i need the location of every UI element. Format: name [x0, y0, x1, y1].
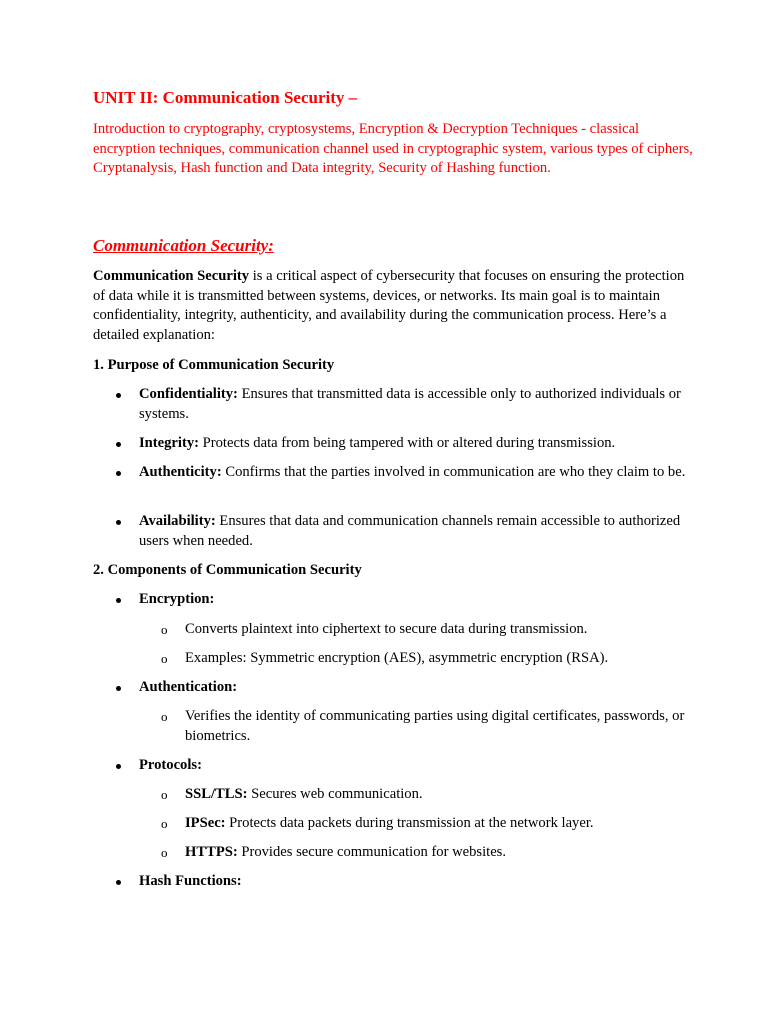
purpose-heading: 1. Purpose of Communication Security	[93, 357, 335, 373]
bullet-hash-functions	[139, 872, 699, 892]
sub-item-ipsec	[161, 814, 685, 834]
section-title: Communication Security:	[93, 236, 274, 255]
intro-text: is a critical aspect of cybersecurity that focuses on ensuring the protection of data while it is transmitted between systems, devices, or networks. Its main goal is to maintain confidentiality, integrity, authenticity, and availability during the communication process. Here’s a detailed explanation:	[93, 268, 685, 343]
sub-item-text: Secures web communication.	[247, 786, 423, 802]
circle-bullet-icon: o	[161, 787, 168, 802]
bullet-confidentiality	[139, 385, 699, 424]
bullet-term: Integrity:	[139, 435, 199, 451]
sub-item-encryption-2	[161, 649, 685, 669]
circle-bullet-icon: o	[161, 651, 168, 666]
sub-item-term: SSL/TLS:	[185, 786, 248, 802]
bullet-text: Confirms that the parties involved in communication are who they claim to be.	[221, 464, 686, 480]
sub-item-text: Converts plaintext into ciphertext to secure data during transmission.	[185, 621, 588, 637]
unit-intro: Introduction to cryptography, cryptosystems, Encryption & Decryption Techniques - classical encryption techniques, communication channel used in cryptographic system, various types of ciphers, Cryptanalysis, Hash function and Data integrity, Security of Hashing function.	[93, 121, 693, 177]
sub-item-text: Provides secure communication for websites.	[237, 844, 507, 860]
bullet-term: Protocols:	[139, 757, 202, 773]
bullet-term: Confidentiality:	[139, 386, 238, 402]
sub-item-ssl-tls	[161, 785, 685, 805]
bullet-authentication	[139, 678, 699, 698]
bullet-term: Encryption:	[139, 591, 215, 607]
bullet-text: Ensures that data and communication channels remain accessible to authorized users when needed.	[139, 513, 681, 549]
bullet-protocols	[139, 756, 699, 776]
section-intro-paragraph	[93, 267, 693, 345]
bullet-term: Availability:	[139, 513, 216, 529]
intro-term: Communication Security	[93, 268, 250, 284]
sub-item-text: Examples: Symmetric encryption (AES), asymmetric encryption (RSA).	[185, 650, 609, 666]
circle-bullet-icon: o	[161, 622, 168, 637]
circle-bullet-icon: o	[161, 709, 168, 724]
bullet-text: Ensures that transmitted data is accessible only to authorized individuals or systems.	[139, 386, 681, 422]
circle-bullet-icon: o	[161, 845, 168, 860]
circle-bullet-icon: o	[161, 816, 168, 831]
sub-item-https	[161, 843, 685, 863]
bullet-authenticity	[139, 463, 699, 483]
sub-item-text: Verifies the identity of communicating parties using digital certificates, passwords, or biometrics.	[185, 708, 685, 744]
bullet-encryption	[139, 590, 699, 610]
sub-item-authentication-1	[161, 707, 685, 746]
bullet-integrity	[139, 434, 699, 454]
sub-item-encryption-1	[161, 620, 685, 640]
sub-item-term: HTTPS:	[185, 844, 238, 860]
sub-item-term: IPSec:	[185, 815, 226, 831]
bullet-term: Authenticity:	[139, 464, 222, 480]
sub-item-text: Protects data packets during transmission at the network layer.	[225, 815, 594, 831]
components-heading: 2. Components of Communication Security	[93, 562, 362, 578]
bullet-term: Authentication:	[139, 679, 238, 695]
bullet-availability	[139, 512, 699, 551]
bullet-term: Hash Functions:	[139, 873, 242, 889]
unit-title: UNIT II: Communication Security –	[93, 88, 358, 107]
bullet-text: Protects data from being tampered with or altered during transmission.	[198, 435, 616, 451]
